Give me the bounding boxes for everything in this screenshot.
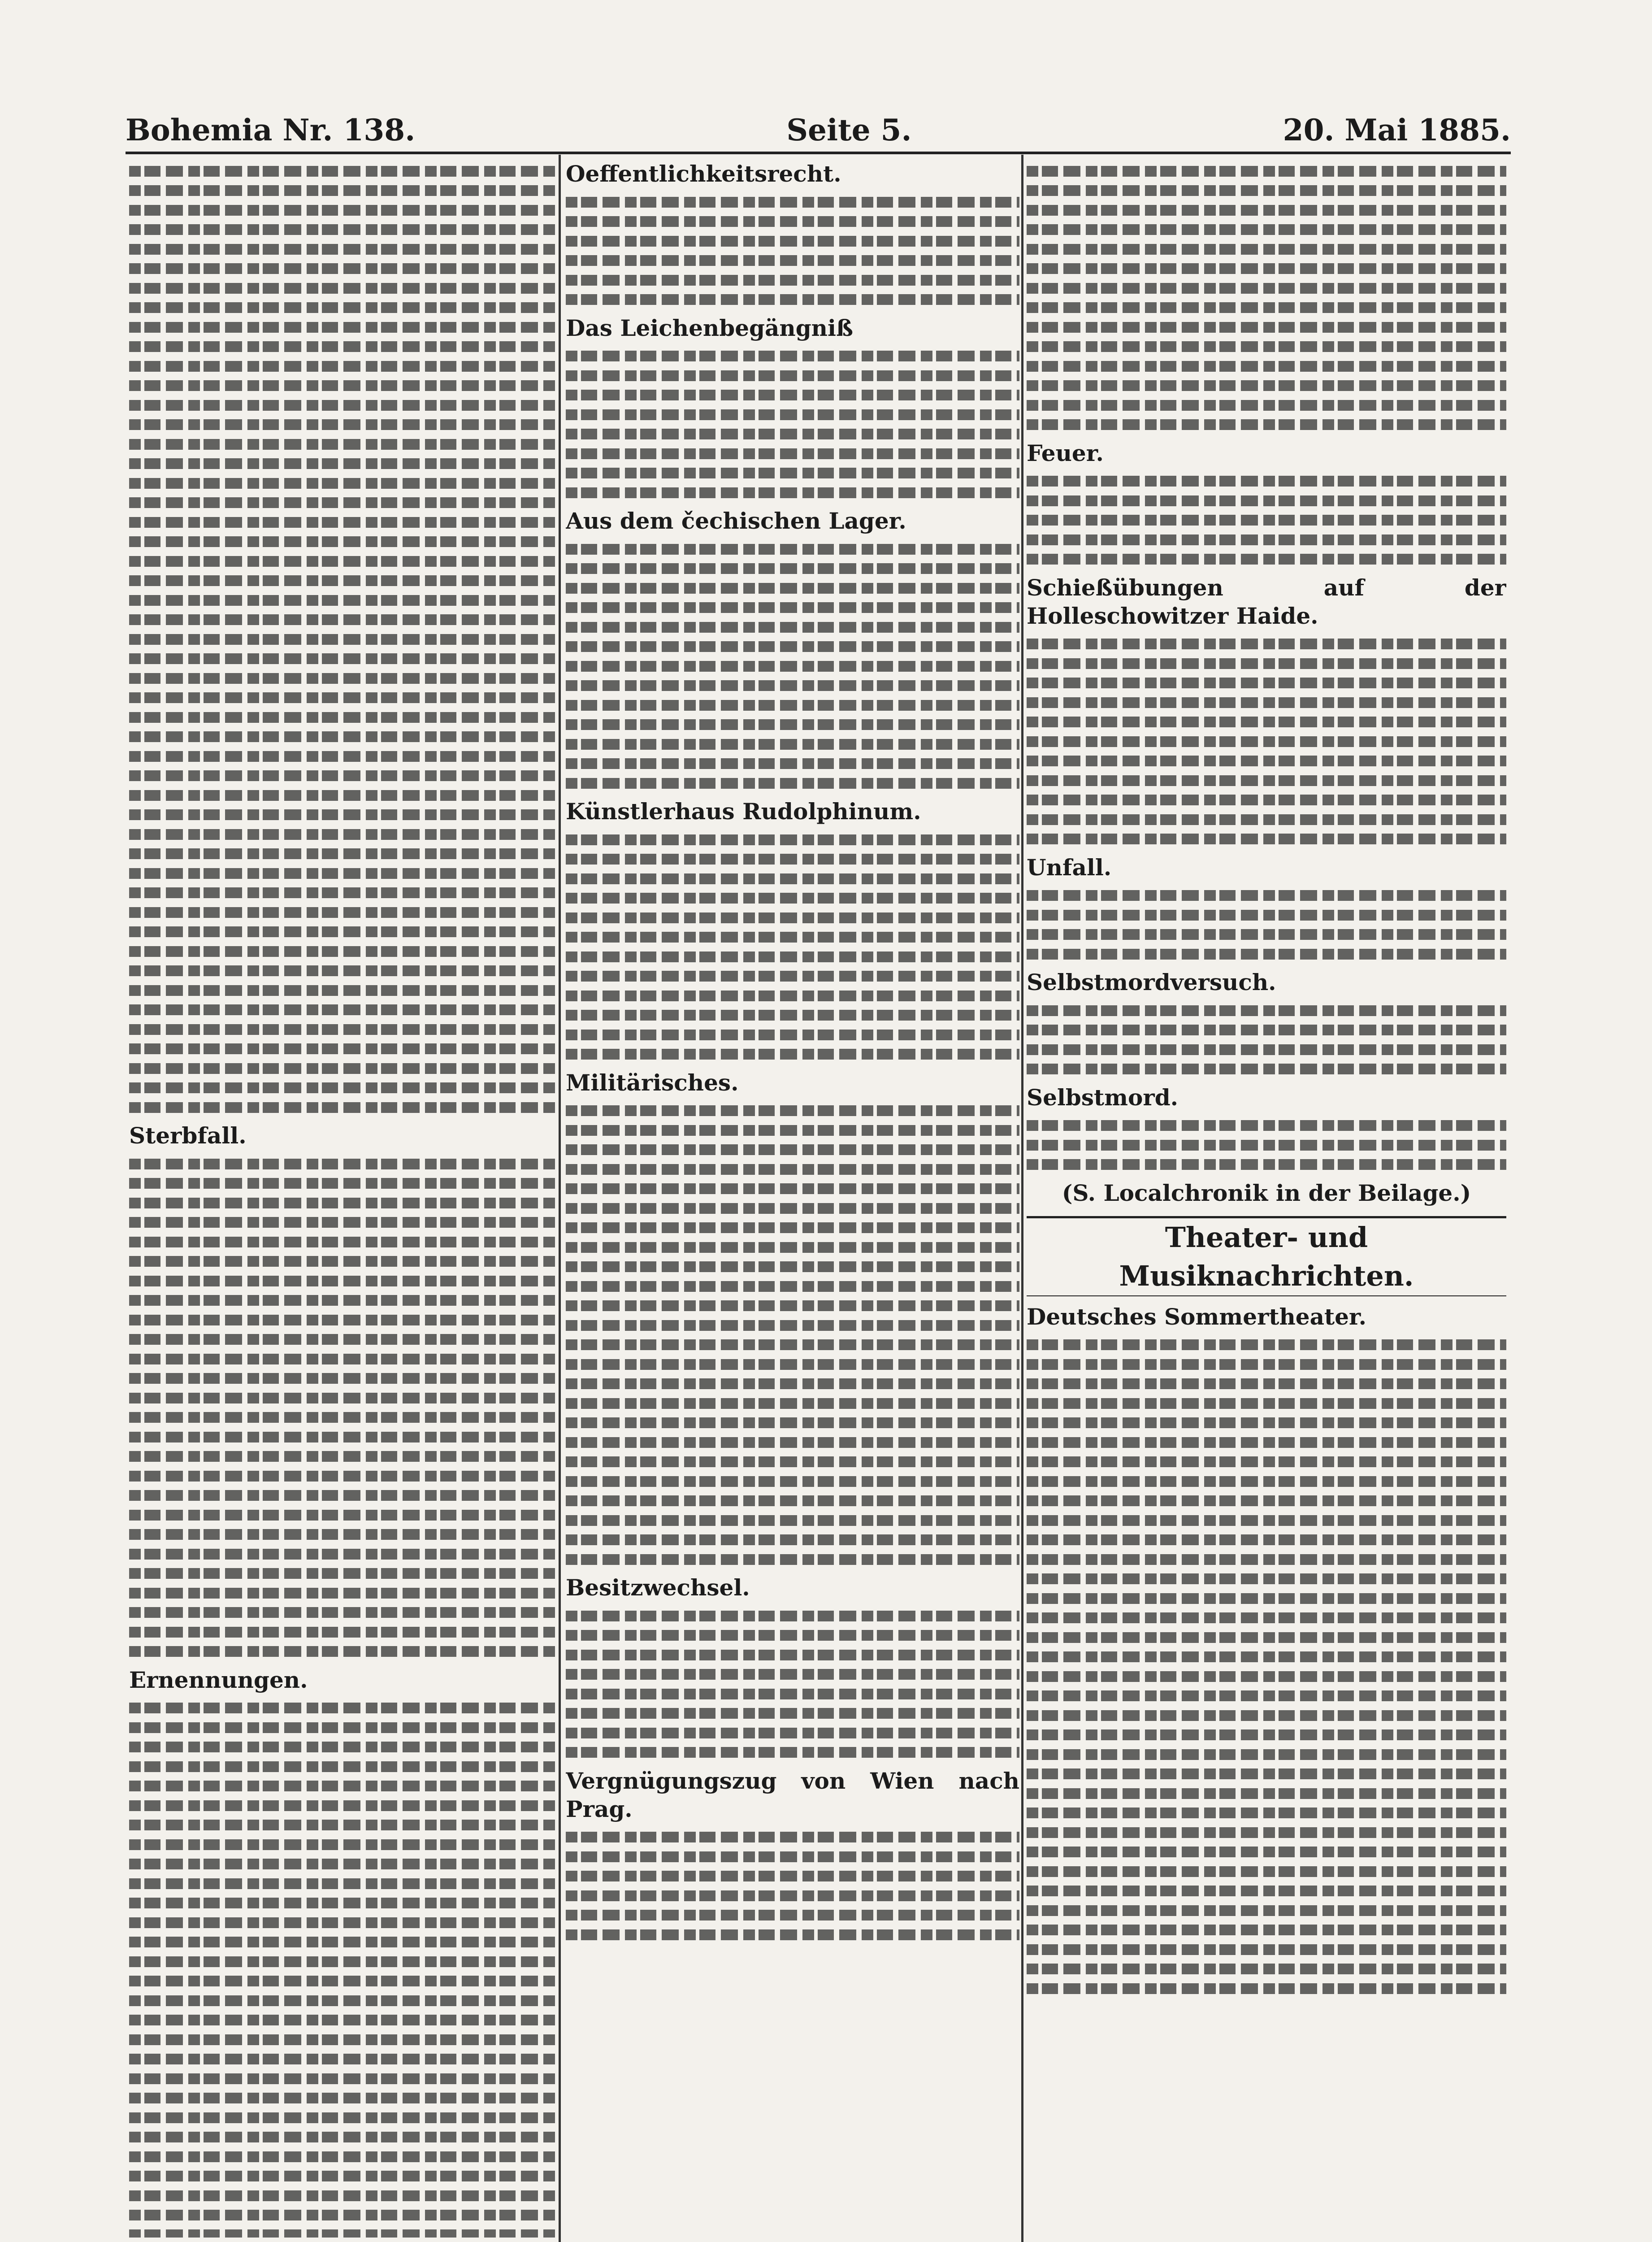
localchronik-reference: (S. Localchronik in der Beilage.) xyxy=(1062,1179,1471,1206)
article-text-block xyxy=(1027,476,1506,565)
article-heading: Militärisches. xyxy=(566,1069,739,1096)
publication-title: Bohemia Nr. 138. xyxy=(126,113,416,148)
article-text-block xyxy=(129,1159,555,1657)
article-text-block xyxy=(1027,166,1506,430)
issue-date: 20. Mai 1885. xyxy=(1283,113,1511,148)
page-number: Seite 5. xyxy=(786,113,912,148)
article-text-block xyxy=(566,1832,1019,1940)
article-heading: Deutsches Sommertheater. xyxy=(1027,1303,1367,1330)
article-heading: Oeffentlichkeitsrecht. xyxy=(566,161,841,187)
article-text-block xyxy=(566,1611,1019,1758)
article-heading: Sterbfall. xyxy=(129,1122,247,1149)
article-heading: Unfall. xyxy=(1027,854,1112,881)
column-3 xyxy=(1027,157,1506,2238)
article-heading: Vergnügungszug von Wien nach Prag. xyxy=(566,1767,1019,1822)
article-text-block xyxy=(566,834,1019,1060)
article-heading: Selbstmord. xyxy=(1027,1084,1179,1111)
section-title: Theater- und Musiknachrichten. xyxy=(1027,1216,1506,1296)
article-heading: Selbstmordversuch. xyxy=(1027,969,1276,995)
header-rule xyxy=(126,152,1511,154)
article-text-block xyxy=(129,1703,555,2238)
article-text-block xyxy=(1027,639,1506,844)
article-text-block xyxy=(1027,1339,1506,1994)
article-text-block xyxy=(566,197,1019,305)
page-header xyxy=(126,103,1511,157)
article-text-block xyxy=(566,544,1019,789)
article-heading: Schießübungen auf der Holleschowitzer Haide. xyxy=(1027,574,1506,629)
article-heading: Besitzwechsel. xyxy=(566,1574,750,1601)
article-text-block xyxy=(1027,1120,1506,1170)
article-heading: Das Leichenbegängniß xyxy=(566,314,854,341)
article-text-block xyxy=(129,166,555,1113)
article-text-block xyxy=(566,351,1019,498)
article-text-block xyxy=(566,1105,1019,1565)
article-heading: Künstlerhaus Rudolphinum. xyxy=(566,798,921,825)
article-heading: Ernennungen. xyxy=(129,1666,308,1693)
column-divider-2 xyxy=(1021,155,1023,2242)
column-2 xyxy=(566,157,1019,2238)
article-text-block xyxy=(1027,890,1506,960)
article-heading: Aus dem čechischen Lager. xyxy=(566,508,906,534)
column-divider-1 xyxy=(559,155,561,2242)
article-text-block xyxy=(1027,1005,1506,1075)
column-1 xyxy=(129,157,555,2238)
article-heading: Feuer. xyxy=(1027,439,1104,466)
